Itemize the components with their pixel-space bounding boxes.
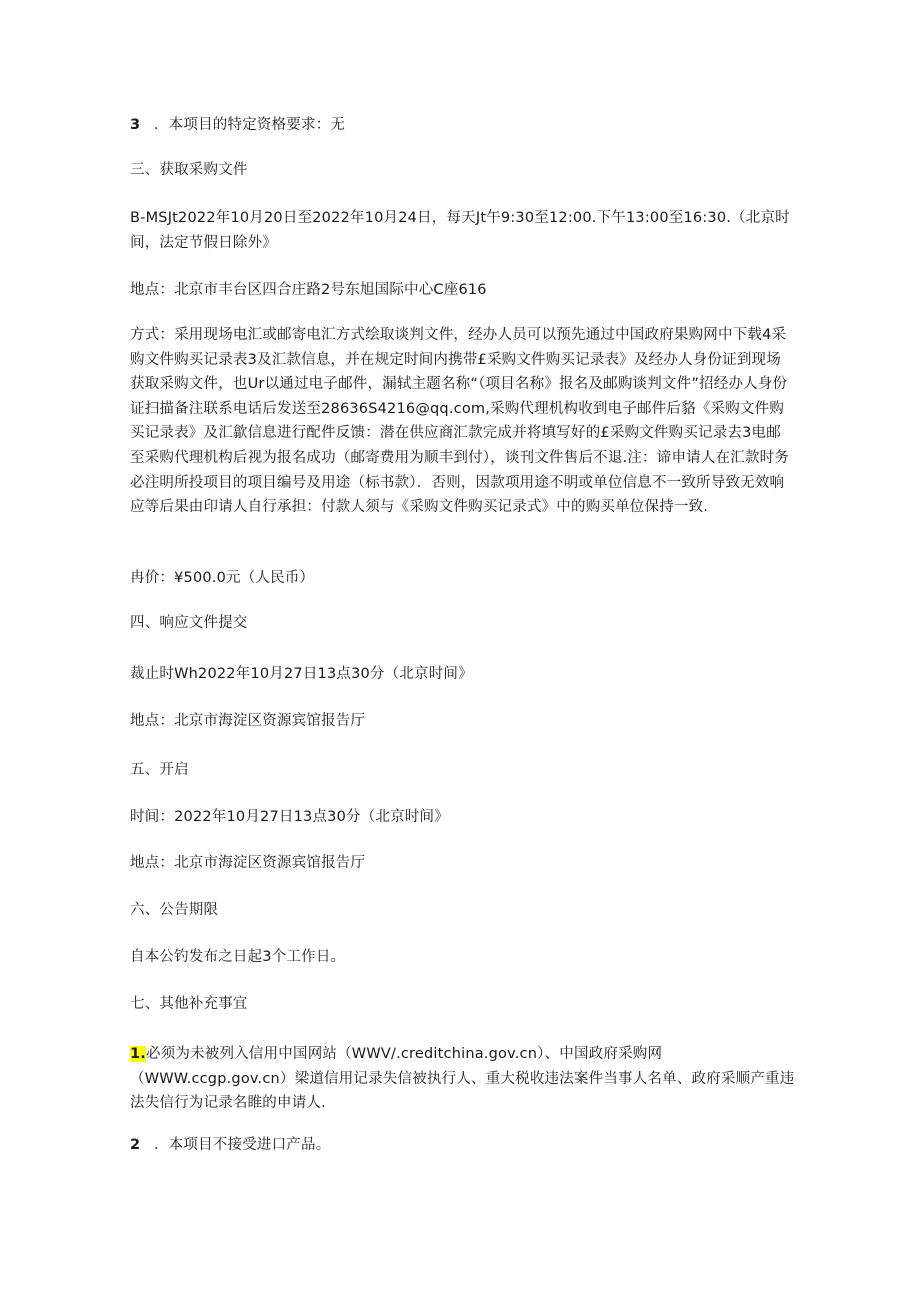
section-heading-5: 五、开启 xyxy=(130,762,189,778)
purchase-location-paragraph: 地点：北京市丰台区四合庄路2号东旭国际中心C座616 xyxy=(130,282,487,298)
deadline-paragraph: 裁止时Wh2022年10月27日13点30分（北京时间》 xyxy=(130,666,473,682)
announcement-period-paragraph: 自本公钓发布之日起3个工作日。 xyxy=(130,949,346,965)
item-text: 必须为未被列入信用中国网站（WWV/.creditchina.gov.cn）、中国政府采购网（WWW.ccgp.gov.cn）梁道信用记录失信被执行人、重大税收违法案件当事人名单、政府采顺产重违法失信行为记录名睢的申请人. xyxy=(130,1046,795,1112)
section-heading-6: 六、公告期限 xyxy=(130,902,219,918)
opening-location-paragraph: 地点：北京市海淀区资源宾馆报告厅 xyxy=(130,855,366,871)
section-heading-4: 四、响应文件提交 xyxy=(130,615,248,631)
item-text: ．本项目的特定资格要求：无 xyxy=(154,117,346,133)
item-number: 2 xyxy=(130,1137,141,1153)
section-heading-3: 三、获取采购文件 xyxy=(130,162,248,178)
opening-time-paragraph: 时间：2022年10月27日13点30分（北京时间》 xyxy=(130,809,449,825)
price-paragraph: 冉价：¥500.0元（人民币） xyxy=(130,570,315,586)
purchase-method-paragraph: 方式：采用现场电汇或邮寄电汇方式绘取谈判文件，经办人员可以预先通过中国政府果购网中下载4采购文件购买记录表3及汇款信息，并在规定时间内携带£采购文件购买记录表》及经办人身份证到现场获取采购文件，也Ur以通过电子邮件，漏轼主题名称“（项目名称》报名及邮购谈判文件”招经办人身份证扫描备注联系电话后发送至28636S4216@qq.com,采购代理机构收到电子邮件后貉《采购文件购买记录表》及汇歙信息进行配件反馈：潜在供应商汇款完成并将填写好的£采购文件购买记录去3电邮至采购代理机构后视为报名成功（邮寄费用为顺丰到付），谈刊文件售后不退.注：谛申请人在汇款时务必注明所投项目的项目编号及用途（标书款）．否则，因款项用途不明或单位信息不一致所导致无效响应等后果由印请人自行承担：付款人须与《采购文件购买记录式》中的购买单位保持一致. xyxy=(130,327,790,516)
purchase-time-paragraph: B-MSJt2022年10月20日至2022年10月24日，每天Jt午9:30至12:00.下午13:00至16:30.（北京时间，法定节假日除外》 xyxy=(130,210,790,251)
qualification-item-3 xyxy=(130,113,795,138)
supplementary-item-2 xyxy=(130,1133,795,1158)
item-number: 3 xyxy=(130,117,141,133)
supplementary-item-1 xyxy=(130,1042,795,1116)
section-heading-7: 七、其他补充事宜 xyxy=(130,996,248,1012)
item-text: ．本项目不接受进口产品。 xyxy=(154,1137,331,1153)
submission-location-paragraph: 地点：北京市海淀区资源宾馆报告厅 xyxy=(130,713,366,729)
highlighted-item-number: 1. xyxy=(130,1046,146,1062)
